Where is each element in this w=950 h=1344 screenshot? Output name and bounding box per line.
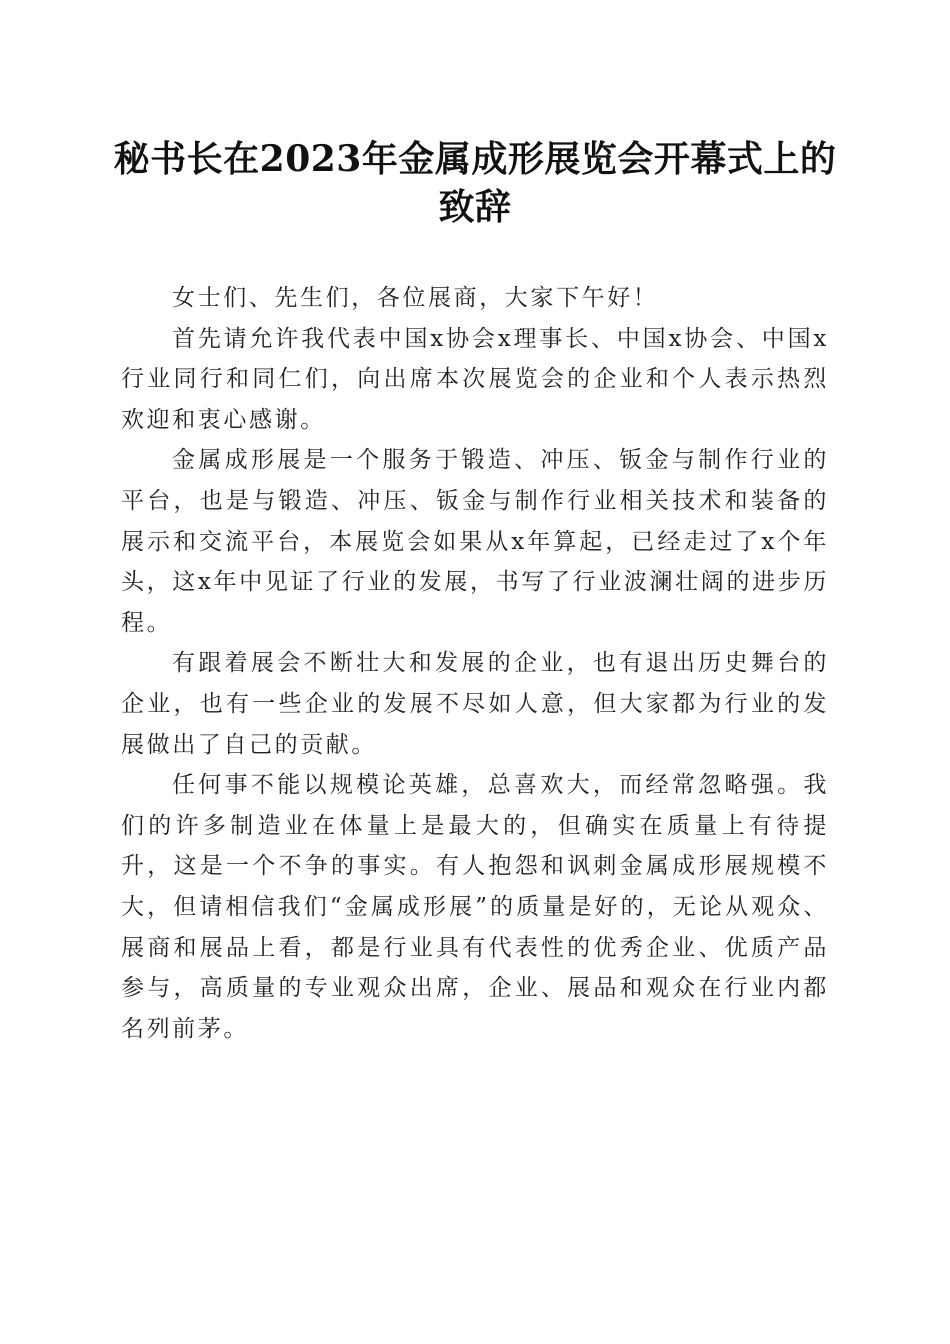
title-line-1: 秘书长在2023年金属成形展览会开幕式上的 [113, 138, 837, 180]
paragraph-greeting: 女士们、先生们，各位展商，大家下午好！ [172, 285, 659, 311]
paragraph-quality: 任何事不能以规模论英雄，总喜欢大，而经常忽略强。我们的许多制造业在体量上是最大的，但确实在质量上有待提升，这是一个不争的事实。有人抱怨和讽刺金属成形展规模不大，但请相信我们“金属成形展”的质量是好的，无论从观众、展商和展品上看，都是行业具有代表性的优秀企业、优质产品参与，高质量的专业观众出席，企业、展品和观众在行业内都名列前茅。 [121, 772, 829, 1042]
paragraph-exhibition-history: 金属成形展是一个服务于锻造、冲压、钣金与制作行业的平台，也是与锻造、冲压、钣金与制作行业相关技术和装备的展示和交流平台，本展览会如果从x年算起，已经走过了x个年头，这x年中见证了行业的发展，书写了行业波澜壮阔的进步历程。 [121, 447, 829, 636]
paragraph-enterprises: 有跟着展会不断壮大和发展的企业，也有退出历史舞台的企业，也有一些企业的发展不尽如人意，但大家都为行业的发展做出了自己的贡献。 [121, 650, 829, 758]
paragraph-thanks: 首先请允许我代表中国x协会x理事长、中国x协会、中国x行业同行和同仁们，向出席本次展览会的企业和个人表示热烈欢迎和衷心感谢。 [121, 325, 829, 433]
document-title [110, 135, 840, 231]
document-body [121, 278, 829, 1049]
title-line-2: 致辞 [438, 186, 512, 228]
